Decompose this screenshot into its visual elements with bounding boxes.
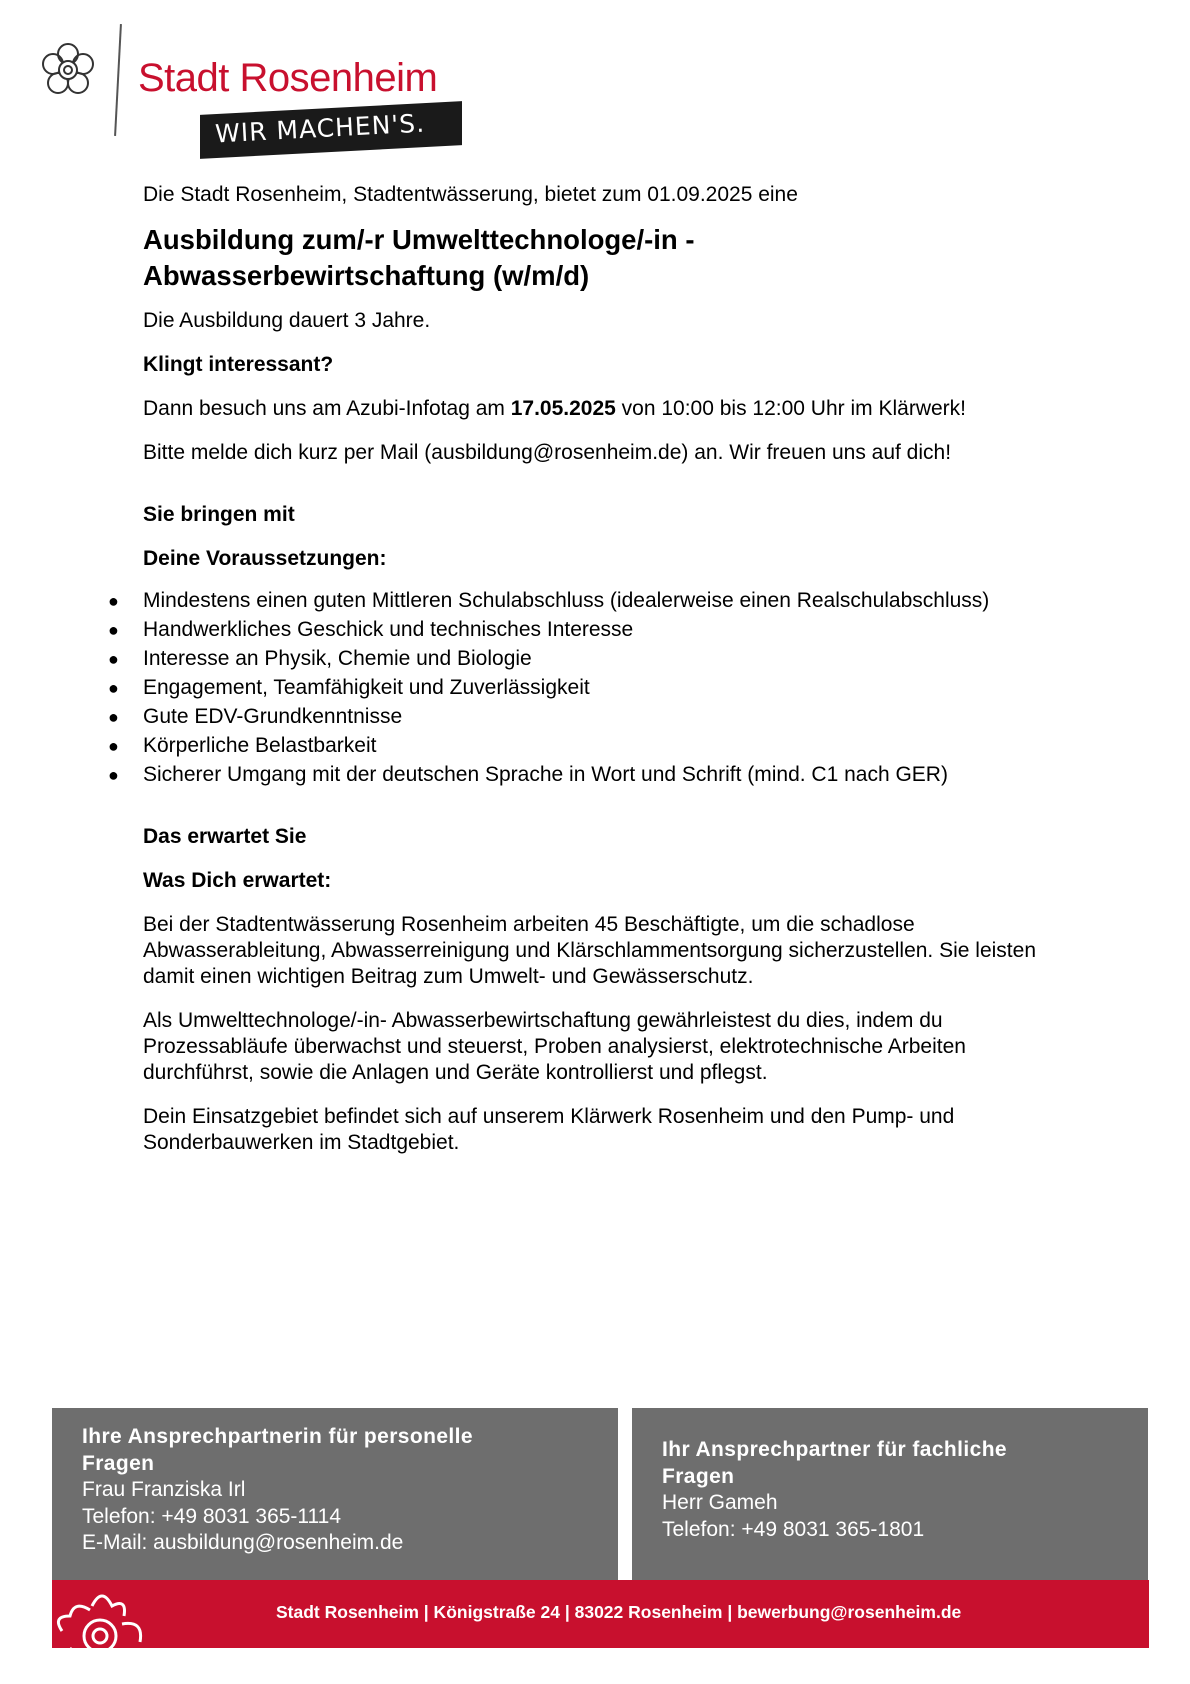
bullet-dot-icon: ● [108, 678, 119, 698]
bullet-dot-icon: ● [108, 649, 119, 669]
requirements-heading: Deine Voraussetzungen: [143, 547, 387, 570]
infotag-pre: Dann besuch uns am Azubi-Infotag am [143, 397, 511, 420]
duration-text: Die Ausbildung dauert 3 Jahre. [143, 309, 431, 332]
expect-paragraph-3: Dein Einsatzgebiet befindet sich auf unserem Klärwerk Rosenheim und den Pump- und Sonderbauwerken im Stadtgebiet. [143, 1105, 955, 1154]
footer-bar [52, 1580, 1149, 1648]
bullet-dot-icon: ● [108, 765, 119, 785]
footer-address: Stadt Rosenheim | Königstraße 24 | 83022 Rosenheim | bewerbung@rosenheim.de [276, 1602, 962, 1622]
list-item [108, 617, 1063, 643]
list-item [108, 646, 1063, 672]
interesting-heading: Klingt interessant? [143, 353, 334, 376]
list-item-text: Körperliche Belastbarkeit [143, 734, 377, 757]
job-posting [108, 182, 1063, 1174]
contact-personnel-email[interactable]: E-Mail: ausbildung@rosenheim.de [82, 1531, 404, 1554]
list-item-text: Gute EDV-Grundkenntnisse [143, 705, 403, 728]
expect-paragraph-2: Als Umwelttechnologe/-in- Abwasserbewirtschaftung gewährleistest du dies, indem du Prozessabläufe überwachst und steuerst, Proben analysierst, elektrotechnische Arbeiten durchführst, sowie die Anlagen und Geräte kontrollierst und pflegst. [143, 1009, 966, 1084]
list-item-text: Handwerkliches Geschick und technisches Interesse [143, 618, 634, 641]
list-item [108, 704, 1063, 730]
register-text: Bitte melde dich kurz per Mail (ausbildung@rosenheim.de) an. Wir freuen uns auf dich! [143, 441, 952, 464]
list-item-text: Interesse an Physik, Chemie und Biologie [143, 647, 532, 670]
expect-heading: Das erwartet Sie [143, 825, 307, 848]
bring-heading: Sie bringen mit [143, 503, 295, 526]
slogan-text: WIR MACHEN'S. [214, 108, 426, 149]
intro-text: Die Stadt Rosenheim, Stadtentwässerung, bietet zum 01.09.2025 eine [143, 183, 798, 206]
contact-technical-title-2: Fragen [662, 1464, 735, 1488]
contact-personnel-box [52, 1408, 618, 1580]
title-line-1: Ausbildung zum/-r Umwelttechnologe/-in - [143, 224, 695, 255]
list-item [108, 675, 1063, 701]
bullet-dot-icon: ● [108, 736, 119, 756]
contact-personnel-name: Frau Franziska Irl [82, 1478, 246, 1501]
infotag-text [143, 396, 1063, 422]
contact-technical-box [632, 1408, 1148, 1580]
list-item [108, 733, 1063, 759]
requirements-list [108, 588, 1063, 788]
title-line-2: Abwasserbewirtschaftung (w/m/d) [143, 260, 590, 291]
what-expects-heading: Was Dich erwartet: [143, 869, 332, 892]
logo-divider [114, 24, 122, 136]
bullet-dot-icon: ● [108, 620, 119, 640]
contact-personnel-phone[interactable]: Telefon: +49 8031 365-1114 [82, 1504, 342, 1528]
logo-wordmark: Stadt Rosenheim [138, 56, 438, 100]
contact-technical-phone[interactable]: Telefon: +49 8031 365-1801 [662, 1517, 925, 1541]
list-item [108, 588, 1063, 614]
expect-paragraph-1: Bei der Stadtentwässerung Rosenheim arbeiten 45 Beschäftigte, um die schadlose Abwasserableitung, Abwasserreinigung und Klärschlammentsorgung sicherzustellen. Sie leisten damit einen wichtigen Beitrag zum Umwelt- und Gewässerschutz. [143, 913, 1036, 988]
bullet-dot-icon: ● [108, 591, 119, 611]
contact-personnel-title-2: Fragen [82, 1451, 155, 1475]
bullet-dot-icon: ● [108, 707, 119, 727]
page-title [143, 222, 1063, 294]
contact-personnel-title-1: Ihre Ansprechpartnerin für personelle [82, 1425, 473, 1448]
contact-technical-name: Herr Gameh [662, 1491, 778, 1514]
infotag-date: 17.05.2025 [510, 397, 616, 420]
list-item-text: Mindestens einen guten Mittleren Schulabschluss (idealerweise einen Realschulabschluss) [143, 589, 990, 612]
contact-technical-title-1: Ihr Ansprechpartner für fachliche [662, 1438, 1007, 1461]
rose-emblem-icon [38, 40, 98, 100]
list-item-text: Sicherer Umgang mit der deutschen Sprache in Wort und Schrift (mind. C1 nach GER) [143, 763, 948, 786]
list-item [108, 762, 1063, 788]
list-item-text: Engagement, Teamfähigkeit und Zuverlässigkeit [143, 676, 590, 699]
rose-emblem-watermark-icon [52, 1586, 172, 1648]
infotag-post: von 10:00 bis 12:00 Uhr im Klärwerk! [615, 397, 966, 420]
